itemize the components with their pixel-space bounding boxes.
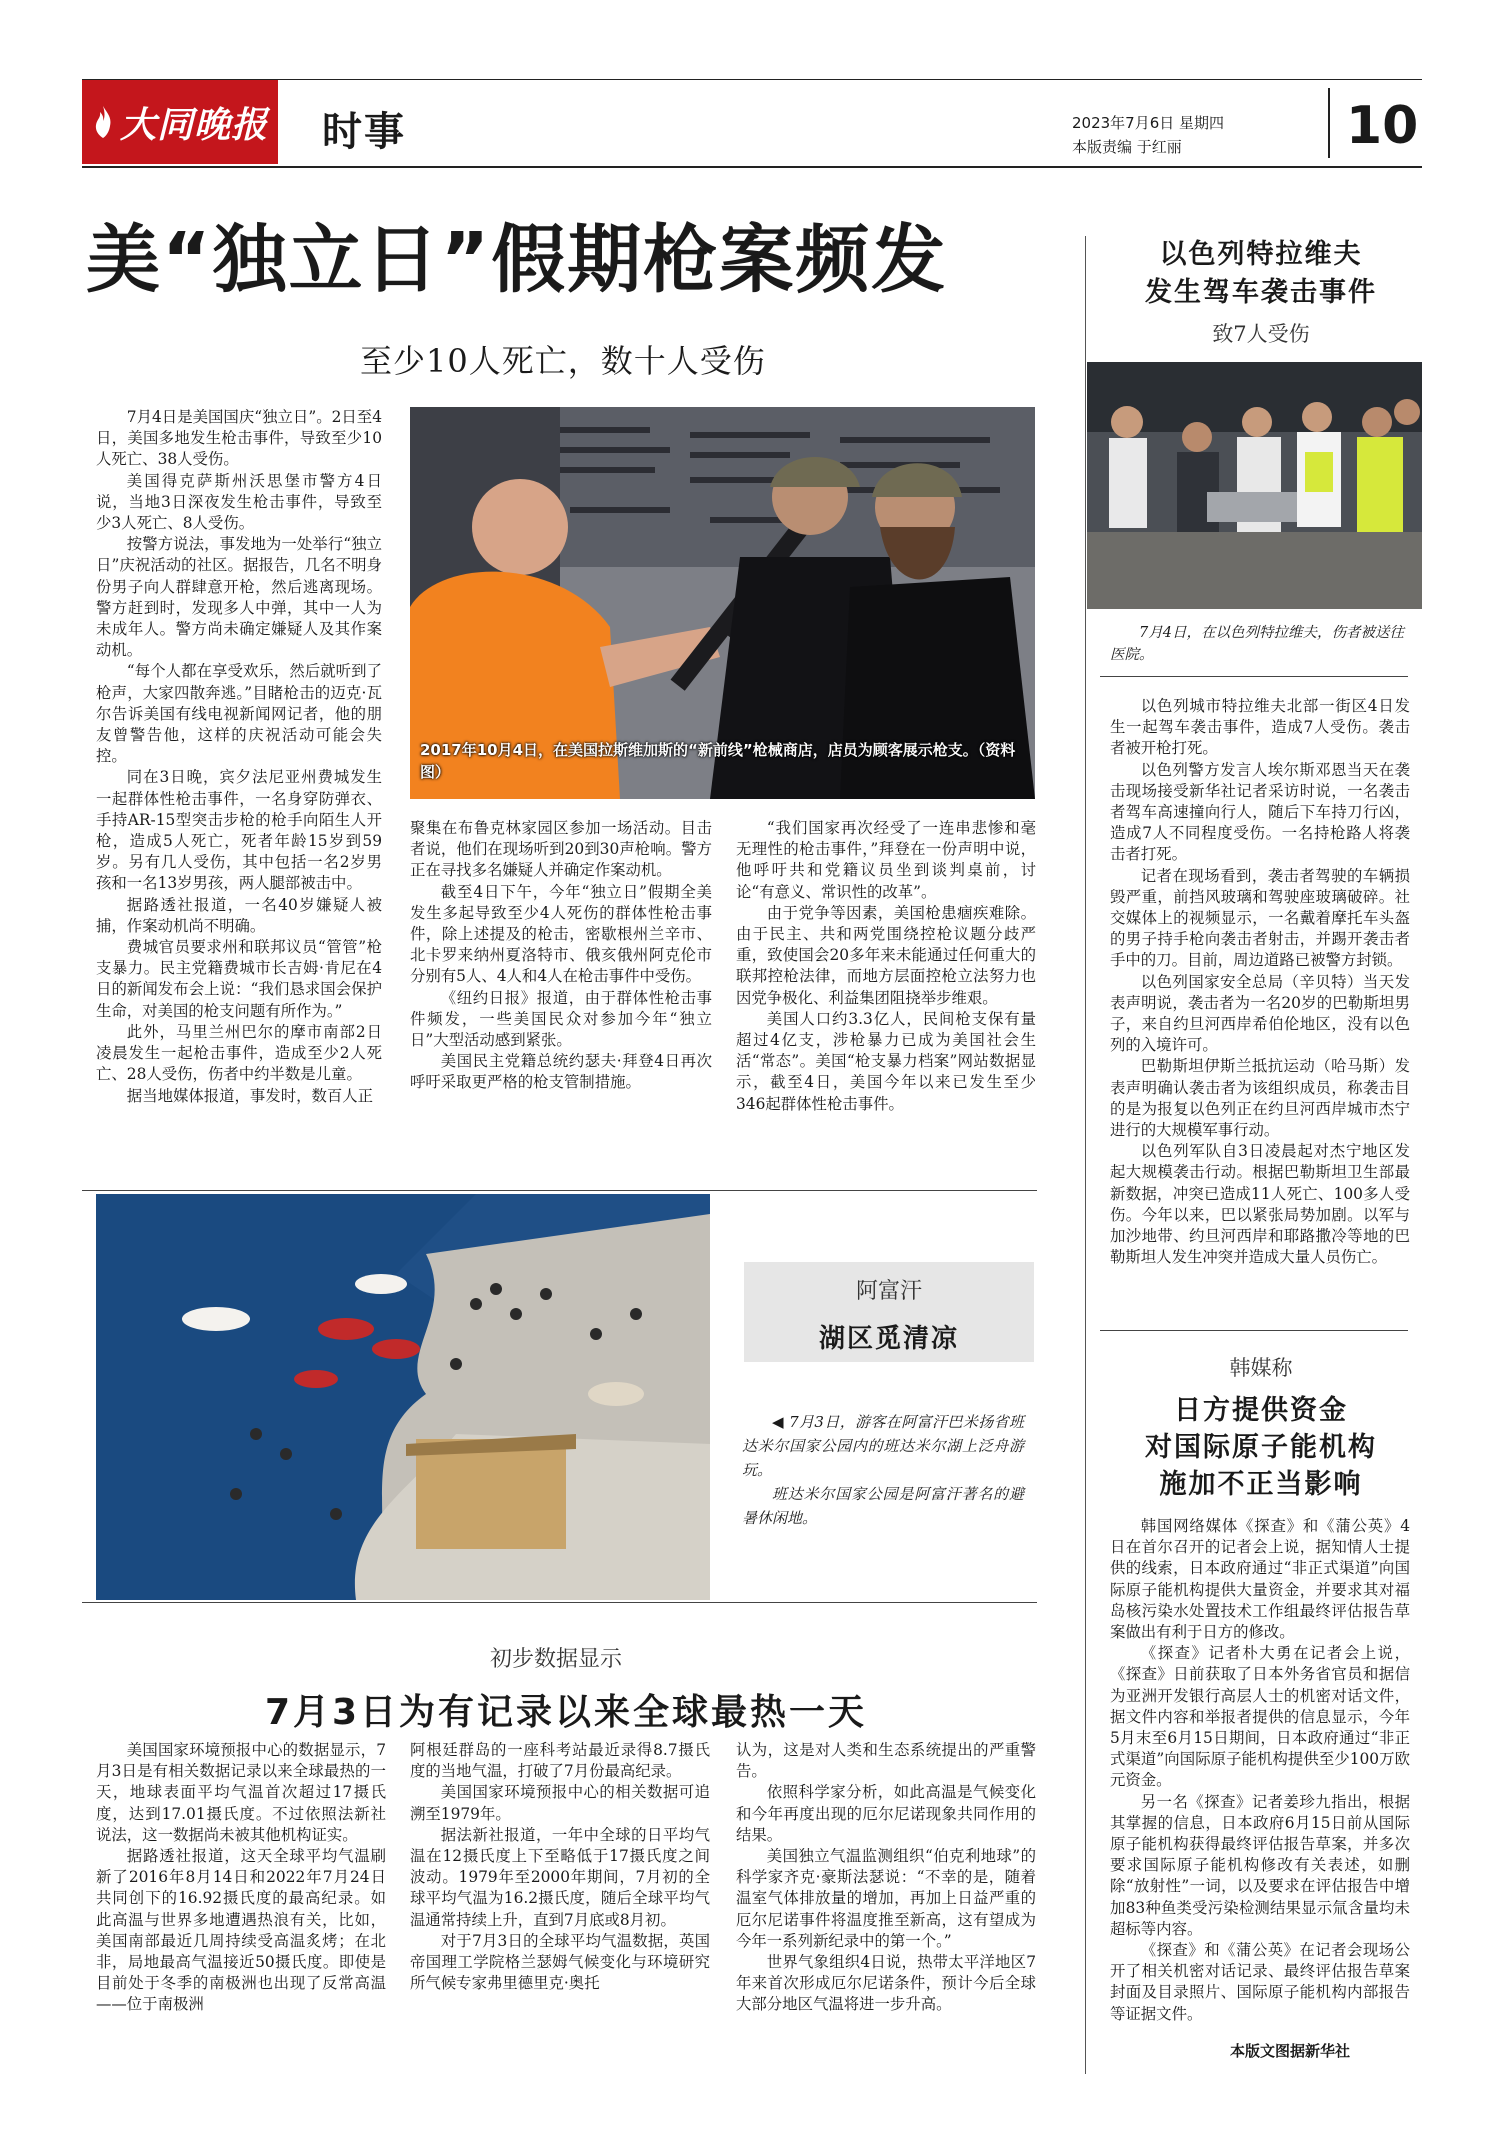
paragraph: 截至4日下午，今年“独立日”假期全美发生多起导致至少4人死伤的群体性枪击事件，除上述提及的枪击，密歇根州兰辛市、北卡罗来纳州夏洛特市、俄亥俄州阿克伦市分别有5人、4人和4人在枪击事件中受伤。 bbox=[410, 882, 712, 986]
paragraph: 《探查》记者朴大勇在记者会上说，《探查》日前获取了日本外务省官员和据信为亚洲开发银行高层人士的机密对话文件，据文件内容和举报者提供的信息显示，今年5月末至6月15日期间，日本政府通过“非正式渠道”向国际原子能机构提供至少100万欧元资金。 bbox=[1110, 1644, 1410, 1790]
masthead-rule bbox=[82, 166, 1422, 168]
caption-line: ◀ 7月3日，游客在阿富汗巴米扬省班达米尔国家公园内的班达米尔湖上泛舟游玩。 bbox=[742, 1413, 1024, 1479]
title-line: 以色列特拉维夫 bbox=[1159, 239, 1363, 270]
newspaper-logo bbox=[82, 80, 278, 164]
paragraph: 《纽约日报》报道，由于群体性枪击事件频发，一些美国民众对参加今年“独立日”大型活动感到紧张。 bbox=[410, 988, 712, 1050]
israel-photo-caption bbox=[1110, 622, 1410, 666]
tel-aviv-image bbox=[1087, 362, 1422, 609]
title-line: 发生驾车袭击事件 bbox=[1145, 277, 1377, 308]
column-divider bbox=[1085, 236, 1086, 2074]
section-title: 时事 bbox=[322, 109, 406, 155]
paragraph: 《探查》和《蒲公英》在记者会现场公开了相关机密对话记录、最终评估报告草案封面及目录照片、国际原子能机构内部报告等证据文件。 bbox=[1110, 1941, 1410, 2023]
section-rule bbox=[1100, 676, 1408, 677]
section-rule bbox=[82, 1190, 1037, 1191]
paragraph: 7月4日是美国国庆“独立日”。2日至4日，美国多地发生枪击事件，导致至少10人死亡、38人受伤。 bbox=[96, 408, 382, 469]
paragraph: 认为，这是对人类和生态系统提出的严重警告。 bbox=[736, 1741, 1036, 1781]
heat-story-column-2 bbox=[410, 1740, 710, 2080]
paragraph: 美国人口约3.3亿人，民间枪支保有量超过4亿支，涉枪暴力已成为美国社会生活“常态”。美国“枪支暴力档案”网站数据显示，截至4日，美国今年以来已发生至少346起群体性枪击事件。 bbox=[736, 1009, 1036, 1113]
israel-story-title bbox=[1100, 236, 1422, 312]
gun-shop-photo bbox=[410, 407, 1035, 799]
paragraph: 按警方说法，事发地为一处举行“独立日”庆祝活动的社区。据报告，几名不明身份男子向人群肆意开枪，然后逃离现场。警方赶到时，发现多人中弹，其中一人为未成年人。警方尚未确定嫌疑人及其作案动机。 bbox=[96, 535, 382, 660]
title-line: 施加不正当影响 bbox=[1159, 1469, 1363, 1500]
paragraph: 以色列军队自3日凌晨起对杰宁地区发起大规模袭击行动。根据巴勒斯坦卫生部最新数据，冲突已造成11人死亡、100多人受伤。今年以来，巴以紧张局势加剧。以军与加沙地带、约旦河西岸和耶路撒冷等地的巴勒斯坦人发生冲突并造成大量人员伤亡。 bbox=[1110, 1142, 1410, 1267]
main-subhead: 至少10人死亡，数十人受伤 bbox=[360, 342, 766, 380]
paragraph: 世界气象组织4日说，热带太平洋地区7年来首次形成厄尔尼诺条件，预计今后全球大部分地区气温将进一步升高。 bbox=[736, 1953, 1036, 2014]
heat-story-kicker: 初步数据显示 bbox=[490, 1647, 623, 1672]
paragraph: 据法新社报道，一年中全球的日平均气温在12摄氏度上下至略低于17摄氏度之间波动。1979年至2000年期间，7月初的全球平均气温为16.2摄氏度，随后全球平均气温通常持续上升，直到7月底或8月初。 bbox=[410, 1825, 710, 1929]
paragraph: “我们国家再次经受了一连串悲惨和毫无理性的枪击事件，”拜登在一份声明中说，他呼吁共和党籍议员坐到谈判桌前，讨论“有意义、常识性的改革”。 bbox=[736, 819, 1036, 901]
title-line: 对国际原子能机构 bbox=[1145, 1432, 1377, 1463]
caption-line: 班达米尔国家公园是阿富汗著名的避暑休闲地。 bbox=[742, 1485, 1024, 1527]
main-story-column-1 bbox=[96, 407, 382, 1147]
masthead-top-rule bbox=[82, 79, 1422, 80]
photo-story-title: 湖区觅清凉 bbox=[818, 1324, 959, 1354]
paragraph: 据路透社报道，一名40岁嫌疑人被捕，作案动机尚不明确。 bbox=[96, 895, 382, 935]
israel-story-subtitle: 致7人受伤 bbox=[1212, 322, 1310, 346]
paragraph: 巴勒斯坦伊斯兰抵抗运动（哈马斯）发表声明确认袭击者为该组织成员，称袭击目的是为报复以色列正在约旦河西岸城市杰宁进行的大规模军事行动。 bbox=[1110, 1057, 1410, 1140]
paragraph: 以色列警方发言人埃尔斯邓恩当天在袭击现场接受新华社记者采访时说，一名袭击者驾车高速撞向行人，随后下车持刀行凶，造成7人不同程度受伤。一名持枪路人将袭击者打死。 bbox=[1110, 760, 1410, 864]
page-number-divider bbox=[1328, 88, 1330, 158]
paragraph: 美国国家环境预报中心的数据显示，7月3日是有相关数据记录以来全球最热的一天，地球表面平均气温首次超过17摄氏度，达到17.01摄氏度。不过依照法新社说法，这一数据尚未被其他机构证实。 bbox=[96, 1741, 386, 1844]
photo-caption: 2017年10月4日，在美国拉斯维加斯的“新前线”枪械商店，店员为顾客展示枪支。（资料图） bbox=[420, 741, 1016, 781]
paragraph: 由于党争等因素，美国枪患痼疾难除。由于民主、共和两党围绕控枪议题分歧严重，致使国会20多年来未能通过任何重大的联邦控枪法律，而地方层面控枪立法努力也因党争极化、利益集团阻挠举步维艰。 bbox=[736, 903, 1036, 1007]
korea-story-title bbox=[1100, 1392, 1422, 1503]
paragraph: 以色列城市特拉维夫北部一街区4日发生一起驾车袭击事件，造成7人受伤。袭击者被开枪打死。 bbox=[1110, 697, 1410, 758]
israel-story-body bbox=[1110, 696, 1410, 1316]
caption-line: 7月4日，在以色列特拉维夫，伤者被送往医院。 bbox=[1110, 625, 1404, 663]
section-rule bbox=[82, 1602, 1037, 1603]
paragraph: 依照科学家分析，如此高温是气候变化和今年再度出现的厄尔尼诺现象共同作用的结果。 bbox=[736, 1783, 1036, 1844]
paragraph: 韩国网络媒体《探查》和《蒲公英》4日在首尔召开的记者会上说，据知情人士提供的线索，日本政府通过“非正式渠道”向国际原子能机构提供大量资金，并要求其对福岛核污染水处置技术工作组最终评估报告草案做出有利于日方的修改。 bbox=[1110, 1517, 1410, 1642]
paragraph: 费城官员要求州和联邦议员“管管”枪支暴力。民主党籍费城市长吉姆·肯尼在4日的新闻发布会上说：“我们恳求国会保护生命，对美国的枪支问题有所作为。” bbox=[96, 938, 382, 1020]
photo-story-caption bbox=[742, 1410, 1024, 1530]
logo-text: 大同晚报 bbox=[119, 103, 268, 146]
paragraph: 美国得克萨斯州沃思堡市警方4日说，当地3日深夜发生枪击事件，导致至少3人死亡、8人受伤。 bbox=[96, 471, 382, 533]
photo-story-kicker: 阿富汗 bbox=[855, 1279, 922, 1304]
page-editor: 本版责编 于红丽 bbox=[1072, 138, 1182, 156]
korea-story-kicker: 韩媒称 bbox=[1229, 1356, 1293, 1380]
heat-story-title: 7月3日为有记录以来全球最热一天 bbox=[264, 1692, 868, 1733]
main-headline: 美“独立日”假期枪案频发 bbox=[86, 217, 948, 303]
main-story-column-2 bbox=[410, 818, 712, 1138]
paragraph: 另一名《探查》记者姜珍九指出，根据其掌握的信息，日本政府6月15日前从国际原子能机构获得最终评估报告草案，并多次要求国际原子能机构修改有关表述，如删除“放射性”一词，以及要求在评估报告中增加83种鱼类受污染检测结果显示氚含量均未超标等内容。 bbox=[1110, 1792, 1410, 1938]
page-number: 10 bbox=[1346, 96, 1419, 156]
paragraph: 记者在现场看到，袭击者驾驶的车辆损毁严重，前挡风玻璃和驾驶座玻璃破碎。社交媒体上的视频显示，一名戴着摩托车头盔的男子持手枪向袭击者射击，并踢开袭击者手中的刀。目前，周边道路已被警方封锁。 bbox=[1110, 866, 1410, 970]
title-line: 日方提供资金 bbox=[1174, 1395, 1348, 1426]
lake-image bbox=[96, 1194, 710, 1600]
flame-icon bbox=[92, 105, 114, 139]
paragraph: 美国国家环境预报中心的相关数据可追溯至1979年。 bbox=[410, 1783, 710, 1823]
paragraph: 聚集在布鲁克林家园区参加一场活动。目击者说，他们在现场听到20到30声枪响。警方正在寻找多名嫌疑人并确定作案动机。 bbox=[410, 819, 712, 880]
paragraph: 同在3日晚，宾夕法尼亚州费城发生一起群体性枪击事件，一名身穿防弹衣、手持AR-15型突击步枪的枪手向陌生人开枪，造成5人死亡，死者年龄15岁到59岁。另有几人受伤，其中包括一名2岁男孩和一名13岁男孩，两人腿部被击中。 bbox=[96, 768, 382, 893]
paragraph: 美国民主党籍总统约瑟夫·拜登4日再次呼吁采取更严格的枪支管制措施。 bbox=[410, 1052, 712, 1092]
paragraph: 据当地媒体报道，事发时，数百人正 bbox=[126, 1086, 374, 1105]
paragraph: 对于7月3日的全球平均气温数据，英国帝国理工学院格兰瑟姆气候变化与环境研究所气候专家弗里德里克·奥托 bbox=[410, 1931, 710, 1993]
lake-photo bbox=[96, 1194, 710, 1600]
paragraph: 据路透社报道，这天全球平均气温刷新了2016年8月14日和2022年7月24日共同创下的16.92摄氏度的最高纪录。如此高温与世界多地遭遇热浪有关，比如，美国南部最近几周持续受高温炙烤；在北非，局地最高气温接近50摄氏度。即使是目前处于冬季的南极洲也出现了反常高温——位于南极洲 bbox=[96, 1847, 386, 2014]
heat-story-column-1 bbox=[96, 1740, 386, 2080]
photo-text-credit: 本版文图据新华社 bbox=[1230, 2042, 1351, 2060]
main-story-column-3 bbox=[736, 818, 1036, 1138]
paragraph: 此外，马里兰州巴尔的摩市南部2日凌晨发生一起枪击事件，造成至少2人死亡、28人受伤，伤者中约半数是儿童。 bbox=[96, 1022, 382, 1084]
tel-aviv-photo bbox=[1087, 362, 1422, 609]
heat-story-column-3 bbox=[736, 1740, 1036, 2080]
korea-story-body bbox=[1110, 1516, 1410, 2036]
section-rule bbox=[1100, 1330, 1408, 1331]
issue-date: 2023年7月6日 星期四 bbox=[1072, 114, 1225, 132]
paragraph: 美国独立气温监测组织“伯克利地球”的科学家齐克·豪斯法瑟说：“不幸的是，随着温室气体排放量的增加，再加上日益严重的厄尔尼诺事件将温度推至新高，这有望成为今年一系列新纪录中的第一个。” bbox=[736, 1847, 1036, 1950]
paragraph: 以色列国家安全总局（辛贝特）当天发表声明说，袭击者为一名20岁的巴勒斯坦男子，来自约旦河西岸希伯伦地区，没有以色列的入境许可。 bbox=[1110, 972, 1410, 1055]
paragraph: 阿根廷群岛的一座科考站最近录得8.7摄氏度的当地气温，打破了7月份最高纪录。 bbox=[410, 1741, 710, 1781]
paragraph: “每个人都在享受欢乐，然后就听到了枪声，大家四散奔逃。”目睹枪击的迈克·瓦尔告诉美国有线电视新闻网记者，他的朋友曾警告他，这样的庆祝活动可能会失控。 bbox=[96, 662, 382, 766]
